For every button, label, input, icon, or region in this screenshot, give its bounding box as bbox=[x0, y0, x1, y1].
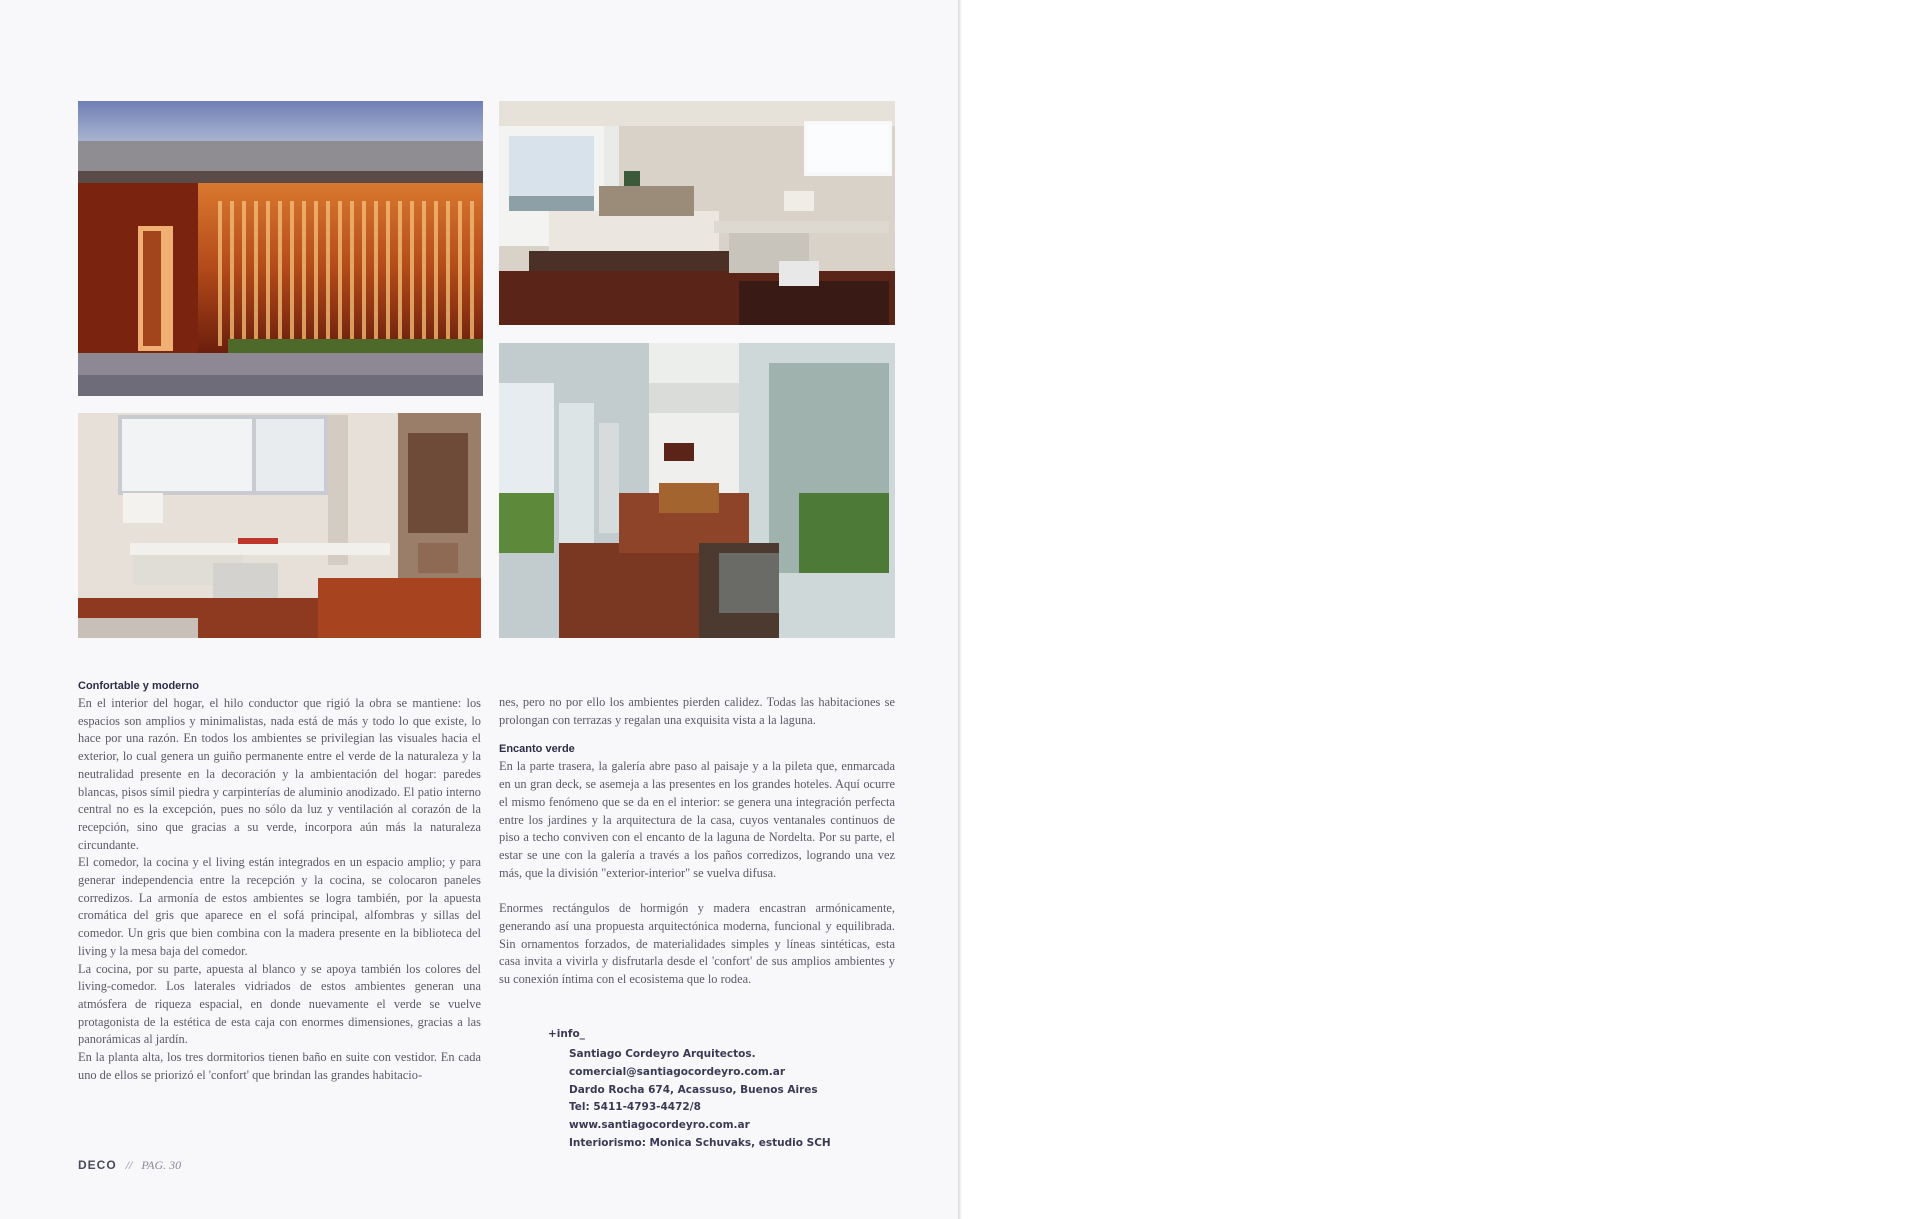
left-text-column bbox=[78, 678, 481, 1084]
info-website[interactable]: www.santiagocordeyro.com.ar bbox=[569, 1119, 750, 1132]
paragraph: Enormes rectángulos de hormigón y madera encastran armónicamente, generando así una propuesta arquitectónica moderna, funcional y equilibrada. Sin ornamentos forzados, de materialidades simples y líneas sintéticas, esta casa invita a vivirla y disfrutarla desde el 'confort' de sus amplios ambientes y su conexión íntima con el ecosistema que lo rodea. bbox=[499, 901, 895, 987]
magazine-name: DECO bbox=[78, 1158, 117, 1172]
info-block bbox=[569, 1046, 831, 1153]
paragraph: En el interior del hogar, el hilo conductor que rigió la obra se mantiene: los espacios son amplios y minimalistas, nada está de más y todo lo que existe, lo hace por una razón. En todos los ambientes se privilegian las visuales hacia el exterior, lo cual genera un guiño permanente entre el verde de la naturaleza y la neutralidad presente en la decoración y la ambientación del hogar: paredes blancas, pisos símil piedra y carpinterías de aluminio anodizado. El patio interno central no es la excepción, pues no sólo da luz y ventilación al corazón de la recepción, sino que gracias a su verde, incorpora aún más la naturaleza circundante. bbox=[78, 696, 481, 852]
folio-separator: // bbox=[125, 1158, 133, 1172]
info-email[interactable]: comercial@santiagocordeyro.com.ar bbox=[569, 1065, 786, 1078]
section-heading-confortable: Confortable y moderno bbox=[78, 680, 200, 692]
info-interior-design: Interiorismo: Monica Schuvaks, estudio SCH bbox=[569, 1136, 831, 1149]
paragraph: El comedor, la cocina y el living están integrados en un espacio amplio; y para generar independencia entre la recepción y la cocina, se colocaron paneles corredizos. La armonía de estos ambientes se logra también, por la apuesta cromática del gris que aparece en el sofá principal, alfombras y sillas del comedor. Un gris que bien combina con la madera presente en la biblioteca del living y la mesa baja del comedor. bbox=[78, 855, 481, 958]
photo-facade bbox=[78, 101, 483, 396]
info-address: Dardo Rocha 674, Acassuso, Buenos Aires bbox=[569, 1083, 818, 1096]
photo-bedroom bbox=[499, 101, 895, 325]
section-heading-encanto-verde: Encanto verde bbox=[499, 743, 575, 756]
page-folio bbox=[78, 1158, 181, 1173]
photo-upper-hall bbox=[499, 343, 895, 638]
paragraph-continuation: nes, pero no por ello los ambientes pierden calidez. Todas las habitaciones se prolongan con terrazas y regalan una exquisita vista a la laguna. bbox=[499, 695, 895, 727]
paragraph: En la parte trasera, la galería abre paso al paisaje y a la pileta que, enmarcada en un gran deck, se asemeja a las presentes en los grandes hoteles. Aquí ocurre el mismo fenómeno que se da en el interior: se genera una integración perfecta entre los jardines y la arquitectura de la casa, cuyos ventanales continuos de piso a techo conviven con el encanto de la laguna de Nordelta. Por su parte, el estar se une con la galería a través a los paños corredizos, logrando una vez más, que la división "exterior-interior" se vuelva difusa. bbox=[499, 759, 895, 880]
photo-study bbox=[78, 413, 481, 638]
paragraph: La cocina, por su parte, apuesta al blanco y se apoya también los colores del living-comedor. Los laterales vidriados de estos ambientes generan una atmósfera de riqueza espacial, en donde nuevamente el verde se vuelve protagonista de la estética de esta caja con enormes dimensiones, gracias a las panorámicas al jardín. bbox=[78, 961, 481, 1047]
info-label: +info_ bbox=[548, 1028, 585, 1040]
info-phone: Tel: 5411-4793-4472/8 bbox=[569, 1101, 701, 1114]
paragraph: En la planta alta, los tres dormitorios tienen baño en suite con vestidor. En cada uno de ellos se priorizó el 'confort' que brindan las grandes habitacio- bbox=[78, 1050, 481, 1082]
right-text-column bbox=[499, 694, 895, 989]
blank-facing-page bbox=[962, 0, 1922, 1219]
info-architect: Santiago Cordeyro Arquitectos. bbox=[569, 1048, 756, 1060]
page-number: PAG. 30 bbox=[141, 1158, 182, 1172]
